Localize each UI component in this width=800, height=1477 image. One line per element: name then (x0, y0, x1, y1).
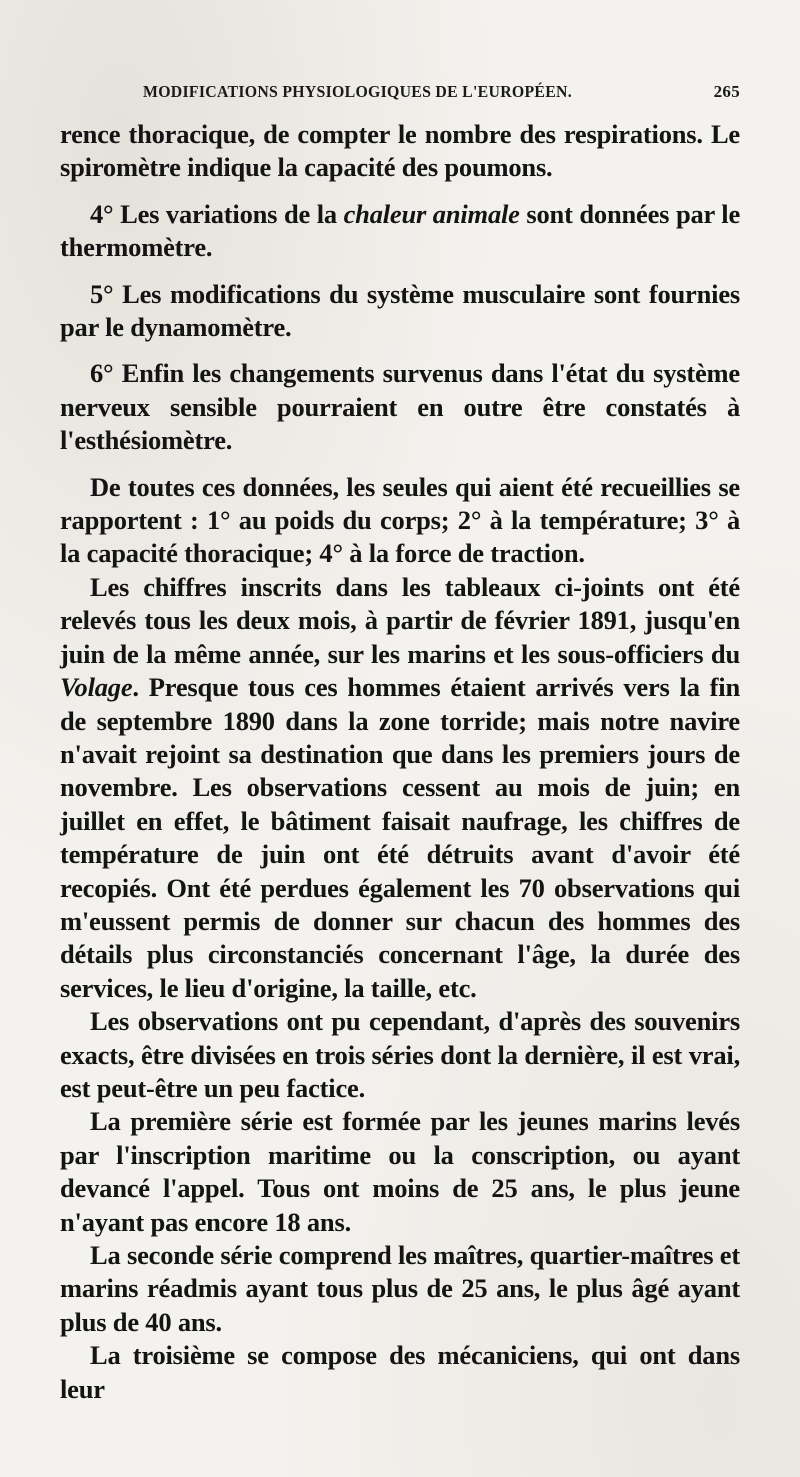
paragraph-three-series: Les observations ont pu cependant, d'après des souvenirs exacts, être divisées en trois séries dont la dernière, il est vrai, est peut-être un peu factice. (60, 1006, 740, 1103)
paragraph-text: 4° Les variations de la (90, 198, 344, 229)
paragraph-continuation: rence thoracique, de compter le nombre des respirations. Le spiromètre indique la capacité des poumons. (60, 119, 740, 183)
paragraph-data-collected: De toutes ces données, les seules qui aient été recueillies se rapportent : 1° au poids du corps; 2° à la température; 3° à la capacité thoracique; 4° à la force de traction. (60, 471, 740, 569)
paragraph-second-series: La seconde série comprend les maîtres, quartier-maîtres et marins réadmis ayant tous plus de 25 ans, le plus âgé ayant plus de 40 ans. (60, 1240, 740, 1337)
italic-ship-name: Volage (60, 672, 133, 703)
page-number: 265 (713, 82, 740, 101)
paragraph-third-series: La troisième se compose des mécaniciens, qui ont dans leur (60, 1340, 740, 1404)
paragraph-first-series: La première série est formée par les jeunes marins levés par l'inscription maritime ou la conscription, ou ayant devancé l'appel. Tous ont moins de 25 ans, le plus jeune n'ayant pas encore 18 ans. (60, 1106, 740, 1237)
paragraph-observations-volage (60, 571, 740, 1005)
running-head (143, 82, 740, 110)
body-text (60, 118, 740, 1406)
italic-term-chaleur-animale: chaleur animale (343, 198, 520, 229)
paragraph-item-5: 5° Les modifications du système musculaire sont fournies par le dynamomètre. (60, 278, 740, 343)
paragraph-text: . Presque tous ces hommes étaient arrivés vers la fin de septembre 1890 dans la zone torride; mais notre navire n'avait rejoint sa destination que dans les premiers jours de novembre. Les observations cessent au mois de juin; en juillet en effet, le bâtiment faisait naufrage, les chiffres de température de juin ont été détruits avant d'avoir été recopiés. Ont été perdues également les 70 observations qui m'eussent permis de donner sur chacun des hommes des détails plus circonstanciés concernant l'âge, la durée des services, le lieu d'origine, la taille, etc. (60, 672, 740, 1003)
paragraph-text: sont données par le thermomètre. (60, 198, 741, 263)
running-head-title: MODIFICATIONS PHYSIOLOGIQUES DE L'EUROPÉEN. (143, 82, 572, 101)
paragraph-item-4 (60, 198, 740, 265)
paragraph-text: Les chiffres inscrits dans les tableaux ci-joints ont été relevés tous les deux mois, à partir de février 1891, jusqu'en juin de la même année, sur les marins et les sous-officiers du (60, 571, 740, 669)
paragraph-item-6: 6° Enfin les changements survenus dans l'état du système nerveux sensible pourraient en outre être constatés à l'esthésiomètre. (60, 358, 740, 456)
